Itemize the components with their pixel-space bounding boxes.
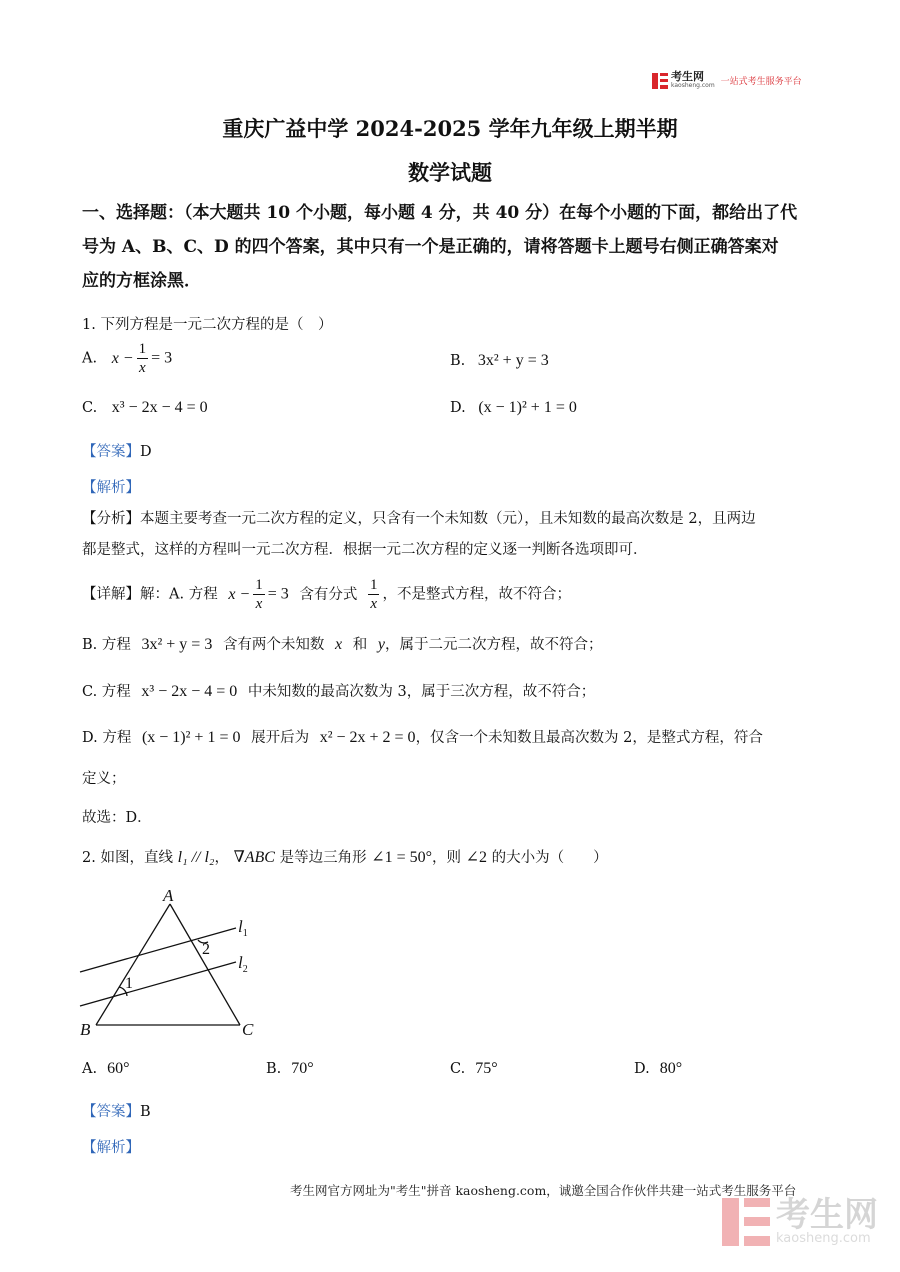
page-footer: 考生网官方网址为"考生"拼音 kaosheng.com，诚邀全国合作伙伴共建一站式考生服务平台 [290,1183,797,1198]
line-l1-label: $l_1$ [238,917,248,939]
line-l1 [80,928,236,972]
q1-detail-c: C. 方程 x³ − 2x − 4 = 0 中未知数的最高次数为 3，属于三次方程，故不符合； [82,683,596,700]
q2-option-b[interactable]: B. 70° [266,1060,314,1077]
header-logo[interactable] [652,72,802,89]
q1-fenxi: 【分析】本题主要考查一元二次方程的定义，只含有一个未知数（元），且未知数的最高次数是 2，且两边 都是整式，这样的方程叫一元二次方程．根据一元二次方程的定义逐一判断各选项即可． [82,511,756,558]
logo-brand: 考生网 kaosheng.com [671,70,715,89]
q1-option-d[interactable]: D. (x − 1)² + 1 = 0 [450,399,577,416]
section-heading: 一、选择题：（本大题共 10 个小题，每小题 4 分，共 40 分）在每个小题的下面，都给出了代 号为 A、B、C、D 的四个答案，其中只有一个是正确的，请将答题卡上题号右侧正确答案对 应的方框涂黑． [82,203,798,291]
watermark-sub: kaosheng.com [776,1231,871,1246]
q1-detail-d: D. 方程 (x − 1)² + 1 = 0 展开后为 x² − 2x + 2 = 0，仅含一个未知数且最高次数为 2，是整式方程，符合 定义； [82,729,763,787]
line-l2-label: $l_2$ [238,953,248,975]
page-subtitle: 数学试题 [408,160,492,185]
q2-figure [78,884,268,1040]
q2-analysis-tag: 【解析】 [82,1140,140,1156]
q1-analysis-tag: 【解析】 [82,480,140,496]
q2-stem: 2. 如图，直线 l₁ // l₂， ∇ABC 是等边三角形 ∠1 = 50°，则 ∠2 的大小为（ ） [82,849,608,866]
page-title: 重庆广益中学 2024-2025 学年九年级上期半期 [222,116,678,141]
q1-detail-b: B. 方程 3x² + y = 3 含有两个未知数 x 和 y，属于二元二次方程，故不符合； [82,636,603,653]
q2-option-c[interactable]: C. 75° [450,1060,498,1077]
q1-stem: 1. 下列方程是一元二次方程的是（ ） [82,317,333,333]
watermark-brand: 考生网 [776,1195,878,1235]
q1-option-c[interactable]: C. x³ − 2x − 4 = 0 [82,399,208,416]
q1-answer: 【答案】D [82,444,152,460]
angle-1-label: 1 [125,975,133,992]
vertex-c-label: C [242,1020,254,1039]
q1-option-b[interactable]: B. 3x² + y = 3 [450,352,549,369]
q2-option-d[interactable]: D. 80° [634,1060,683,1077]
watermark [722,1195,878,1246]
watermark-logo-icon [722,1198,770,1246]
q1-option-a[interactable]: A. x − $\frac{1}{x}$ = 3 [82,341,173,376]
q1-conclusion: 故选：D． [82,810,152,826]
vertex-b-label: B [80,1020,91,1039]
logo-slogan: 一站式考生服务平台 [720,77,802,87]
angle-2-label: 2 [202,941,210,958]
line-l2 [80,962,236,1006]
vertex-a-label: A [163,886,174,905]
q2-option-a[interactable]: A. 60° [82,1060,130,1077]
q1-detail-a: 【详解】解：A. 方程 x − $\frac{1}{x}$ = 3 含有分式 $\frac{1}{x}$ ，不是整式方程，故不符合； [82,577,571,612]
q2-answer: 【答案】B [82,1104,151,1120]
logo-mark-icon [652,73,668,89]
